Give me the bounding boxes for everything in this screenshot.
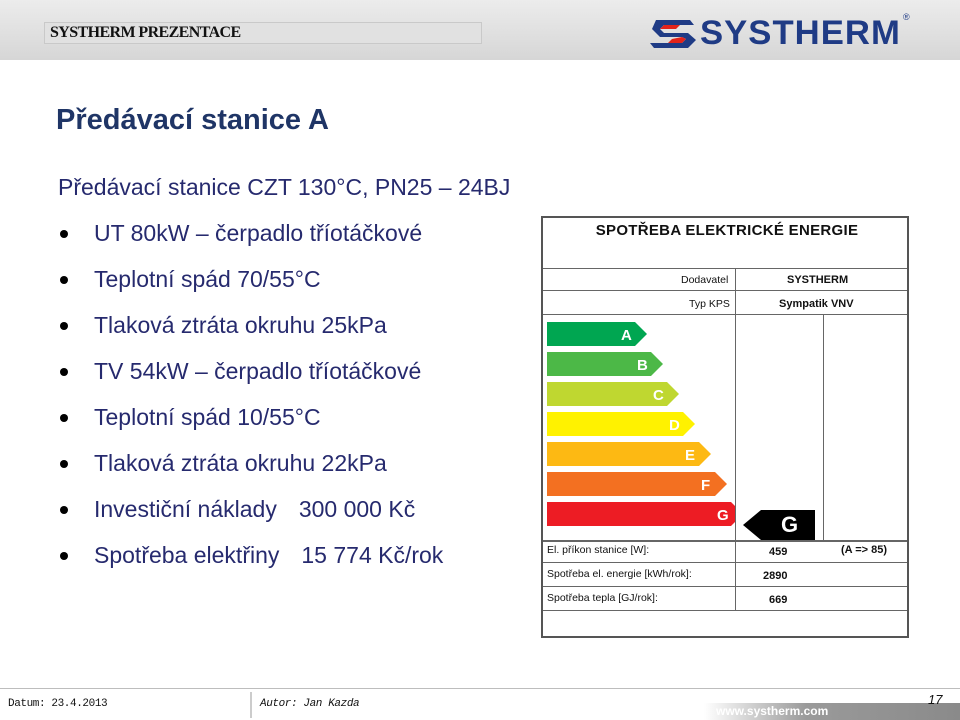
bullet-text: UT 80kW – čerpadlo tříotáčkové xyxy=(94,220,423,246)
power-note: (A => 85) xyxy=(841,544,888,556)
label-divider xyxy=(735,540,736,610)
footer-line xyxy=(0,688,960,689)
label-divider xyxy=(543,610,907,611)
bullet-dot-icon xyxy=(60,368,68,376)
heat-label: Spotřeba tepla [GJ/rok]: xyxy=(547,592,658,604)
type-label: Typ KPS xyxy=(689,298,730,310)
supplier-value: SYSTHERM xyxy=(787,274,849,286)
energy-class-letter: F xyxy=(701,477,711,494)
energy-class-letter: B xyxy=(637,357,648,374)
label-divider xyxy=(543,586,907,587)
label-divider xyxy=(735,268,736,540)
footer-website: www.systherm.com xyxy=(716,704,829,718)
energy-class-letter: G xyxy=(717,507,729,524)
energy-class-letter: D xyxy=(669,417,680,434)
electricity-consumption-value: 2890 xyxy=(763,570,788,582)
bullet-dot-icon xyxy=(60,230,68,238)
energy-class-bar-g xyxy=(547,502,735,526)
power-value: 459 xyxy=(769,546,788,558)
bullet-item xyxy=(58,264,443,310)
bullet-list xyxy=(58,218,443,586)
bullet-text: Tlaková ztráta okruhu 25kPa xyxy=(94,312,387,338)
power-label: El. příkon stanice [W]: xyxy=(547,544,650,556)
energy-class-letter: E xyxy=(685,447,696,464)
bullet-text: Spotřeba elektřiny xyxy=(94,542,280,568)
bullet-text: TV 54kW – čerpadlo tříotáčkové xyxy=(94,358,422,384)
label-divider xyxy=(543,562,907,563)
bullet-item xyxy=(58,356,443,402)
investment-value: 300 000 Kč xyxy=(298,496,416,522)
electricity-value: 15 774 Kč/rok xyxy=(301,542,444,568)
bullet-text: Teplotní spád 70/55°C xyxy=(94,266,321,292)
rating-value: G xyxy=(781,512,799,537)
label-divider xyxy=(543,314,907,315)
label-divider xyxy=(543,540,907,542)
bullet-item xyxy=(58,402,443,448)
energy-class-letter: C xyxy=(653,387,664,404)
label-divider xyxy=(543,268,907,269)
bullet-item xyxy=(58,310,443,356)
footer-date: Datum: 23.4.2013 xyxy=(8,698,108,710)
heat-value: 669 xyxy=(769,594,788,606)
bullet-item xyxy=(58,494,443,540)
footer-author: Autor: Jan Kazda xyxy=(260,698,360,710)
bullet-item xyxy=(58,540,443,586)
bullet-dot-icon xyxy=(60,276,68,284)
slide-header xyxy=(0,0,960,60)
label-divider xyxy=(823,314,824,540)
logo-wordmark: SYSTHERM xyxy=(700,14,901,52)
footer-divider xyxy=(250,692,252,718)
bullet-dot-icon xyxy=(60,414,68,422)
supplier-label: Dodavatel xyxy=(681,274,729,286)
bullet-dot-icon xyxy=(60,506,68,514)
page-number: 17 xyxy=(928,692,943,707)
bullet-item xyxy=(58,218,443,264)
bullet-dot-icon xyxy=(60,552,68,560)
bullet-dot-icon xyxy=(60,460,68,468)
bullet-text: Teplotní spád 10/55°C xyxy=(94,404,321,430)
energy-class-bar-f xyxy=(547,472,727,496)
energy-label-title: SPOTŘEBA ELEKTRICKÉ ENERGIE xyxy=(595,222,859,239)
intro-text: Předávací stanice CZT 130°C, PN25 – 24BJ xyxy=(58,174,511,200)
label-divider xyxy=(543,290,907,291)
electricity-label: Spotřeba el. energie [kWh/rok]: xyxy=(547,568,692,580)
energy-class-bar-a xyxy=(547,322,647,346)
type-value: Sympatik VNV xyxy=(779,298,854,310)
energy-class-bars xyxy=(543,322,735,538)
slide-title: Předávací stanice A xyxy=(56,104,329,136)
bullet-dot-icon xyxy=(60,322,68,330)
presentation-label: SYSTHERM PREZENTACE xyxy=(50,24,241,41)
energy-label xyxy=(541,216,909,638)
bullet-text: Investiční náklady xyxy=(94,496,277,522)
energy-class-letter: A xyxy=(621,327,632,344)
logo-registered-mark: ® xyxy=(903,12,910,22)
bullet-text: Tlaková ztráta okruhu 22kPa xyxy=(94,450,387,476)
rating-arrow-icon xyxy=(743,510,815,540)
bullet-item xyxy=(58,448,443,494)
